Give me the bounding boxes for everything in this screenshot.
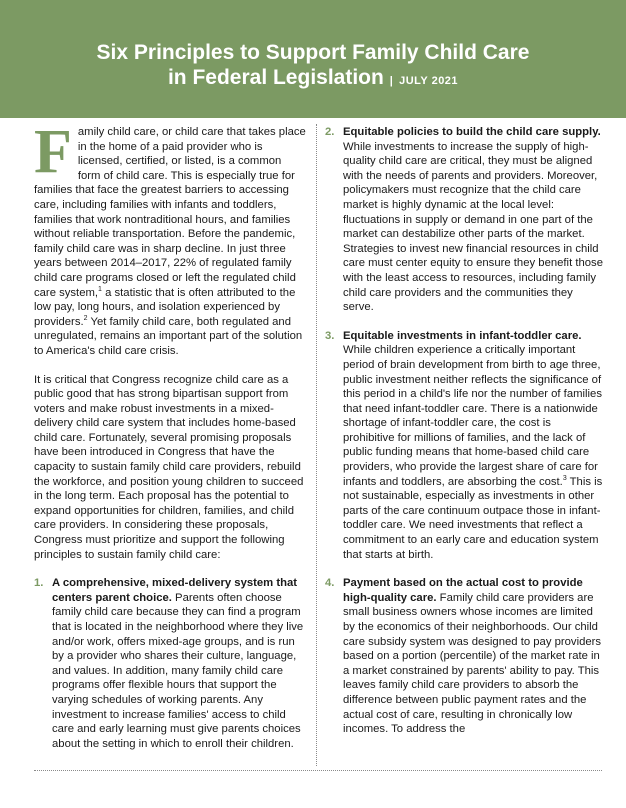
principle-body: While children experience a critically important period of brain development from birth to age three, public investment neither reflects the significance of this period in a child's life nor the number of families that need infant-toddler care. There is a nationwide shortage of infant-toddler care, the cost is prohibitive for millions of families, and the lack of public funding means that home-based child care providers, who provide the largest share of care for infants and toddlers, are absorbing the cost. bbox=[343, 344, 602, 488]
principle-body-end: This is not sustainable, especially as investments in other parts of the care continuum outpace those in infant-toddler care. We need investments that reflect a commitment to an early care and education system that starts at birth. bbox=[343, 475, 603, 561]
footnote-ref-1[interactable]: 1 bbox=[98, 285, 102, 293]
intro-text: amily child care, or child care that takes place in the home of a paid provider who is licensed, certified, or listed, is a common form of child care. This is especially true for families that face the greatest barriers to accessing care, including families with infants and toddlers, families that work nontraditional hours, and families without reliable transportation. Before the pandemic, family child care was in sharp decline. In just three years between 2014–2017, 22% of regulated family child care programs closed or left the regulated child care system, bbox=[34, 126, 306, 299]
principle-heading: Payment based on the actual cost to provide high-quality care. bbox=[343, 577, 583, 604]
column-divider bbox=[316, 124, 317, 766]
principle-2 bbox=[325, 125, 603, 315]
principle-1 bbox=[34, 576, 307, 751]
principle-number: 2. bbox=[325, 126, 335, 138]
bottom-rule bbox=[34, 770, 602, 771]
footnote-ref-2[interactable]: 2 bbox=[83, 314, 88, 322]
principle-heading: Equitable investments in infant-toddler care. bbox=[343, 329, 582, 342]
title-line-2-text: in Federal Legislation bbox=[167, 66, 384, 89]
principle-body: Family child care providers are small business owners whose incomes are limited by the economics of their neighborhoods. Our child care subsidy system was designed to pay providers based on a portion (percentile) of the market rate in a market constrained by parents' ability to pay. This leaves family child care providers to absorb the difference between public payment rates and the actual cost of care, resulting in chronically low incomes. To address the bbox=[343, 591, 602, 736]
intro-text-end: Yet family child care, both regulated and unregulated, remains an important part of the solution to America's child care crisis. bbox=[34, 315, 303, 357]
title-line-2 bbox=[0, 65, 626, 94]
congress-paragraph: It is critical that Congress recognize child care as a public good that has strong bipartisan support from voters and make robust investments in a mixed-delivery child care system that includes home-based child care. Fortunately, several promising proposals have been introduced in Congress that have the capacity to sustain family child care providers, rebuild the workforce, and position young children to succeed in the long term. Each proposal has the potential to expand opportunities for children, families, and child care providers. In considering these proposals, Congress must prioritize and support the following principles to sustain family child care: bbox=[34, 373, 304, 561]
principle-text bbox=[343, 329, 603, 563]
principle-4 bbox=[325, 576, 603, 737]
principle-heading: A comprehensive, mixed-delivery system that centers parent choice. bbox=[52, 577, 298, 604]
principle-body: Parents often choose family child care because they can find a program that is located in the neighborhood where they live and/or work, offers mixed-age groups, and is run by a provider who shares their culture, language, and values. In addition, many family child care programs offer flexible hours that support the varying schedules of working parents. Any investment to increase families' access to child care and early learning must give parents choices about the setting in which to enroll their children. bbox=[52, 591, 304, 750]
left-column bbox=[34, 118, 307, 751]
title-line-1: Six Principles to Support Family Child Care bbox=[96, 41, 530, 64]
principle-heading: Equitable policies to build the child care supply. bbox=[343, 126, 601, 138]
intro-paragraph bbox=[34, 118, 307, 359]
footnote-ref-3[interactable]: 3 bbox=[562, 474, 567, 482]
principle-text bbox=[343, 125, 603, 315]
principle-body: While investments to increase the supply of high-quality child care are critical, they must be aligned with the needs of parents and providers. Moreover, policymakers must recognize that the child care market is highly dynamic at the local level: fluctuations in supply or demand in one part of the market can destabilize other parts of the market. Strategies to invest new financial resources in child care must center equity to ensure they benefit those with the least access to resources, including family child care providers and the communities they serve. bbox=[343, 140, 603, 314]
principle-text bbox=[343, 576, 603, 737]
principle-3 bbox=[325, 329, 603, 563]
page-title bbox=[0, 40, 626, 94]
intro-text-mid: a statistic that is often attributed to the low pay, long hours, and isolation experienced by providers. bbox=[34, 286, 296, 328]
publication-date: JULY 2021 bbox=[399, 75, 459, 87]
drop-cap: F bbox=[34, 118, 72, 186]
title-separator: | bbox=[389, 75, 394, 87]
principle-number: 1. bbox=[34, 577, 44, 590]
principle-number: 4. bbox=[325, 577, 335, 590]
principle-text bbox=[52, 576, 307, 751]
title-banner bbox=[0, 0, 626, 118]
principle-number: 3. bbox=[325, 329, 335, 342]
right-column bbox=[325, 125, 603, 737]
